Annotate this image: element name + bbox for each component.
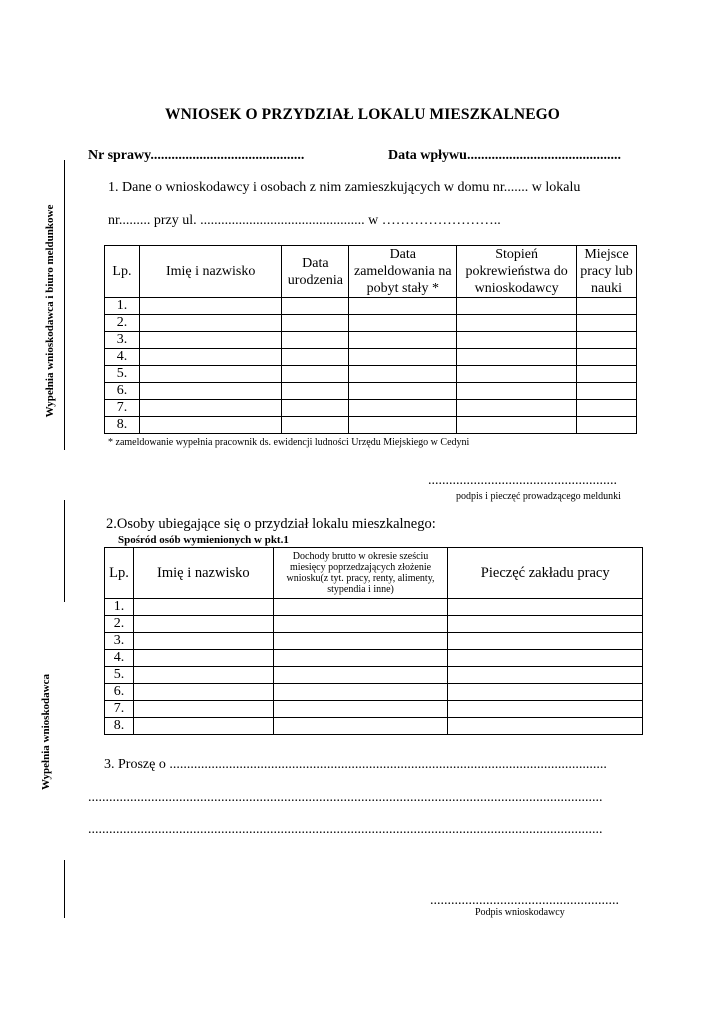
row-number: 1. [105,599,134,616]
table-row [105,667,643,684]
side-label-top: Wypełnia wnioskodawca i biuro meldunkowe [44,204,56,418]
cell-input[interactable] [457,315,577,332]
cell-input[interactable] [577,417,637,434]
cell-input[interactable] [133,684,273,701]
cell-input[interactable] [273,633,448,650]
cell-input[interactable] [457,349,577,366]
row-number: 7. [105,400,140,417]
cell-input[interactable] [133,650,273,667]
cell-input[interactable] [448,718,643,735]
cell-input[interactable] [448,616,643,633]
col-header-birth-date: Data urodzenia [282,246,349,298]
cell-input[interactable] [349,417,457,434]
cell-input[interactable] [349,315,457,332]
cell-input[interactable] [448,650,643,667]
cell-input[interactable] [139,366,282,383]
side-label-bottom: Wypełnia wnioskodawca [40,673,52,791]
table-row [105,332,637,349]
applicant-signature-line[interactable]: ...................................................... [430,893,619,908]
cell-input[interactable] [577,315,637,332]
cell-input[interactable] [577,349,637,366]
row-number: 4. [105,650,134,667]
registry-signature-label: podpis i pieczęć prowadzącego meldunki [456,491,621,502]
cell-input[interactable] [577,383,637,400]
cell-input[interactable] [457,400,577,417]
col-header-workplace: Miejsce pracy lub nauki [577,246,637,298]
row-number: 3. [105,633,134,650]
cell-input[interactable] [139,298,282,315]
cell-input[interactable] [282,349,349,366]
cell-input[interactable] [282,400,349,417]
cell-input[interactable] [448,701,643,718]
cell-input[interactable] [457,366,577,383]
section2-heading: 2.Osoby ubiegające się o przydział lokalu mieszkalnego: [106,516,436,532]
cell-input[interactable] [282,383,349,400]
table-row [105,633,643,650]
cell-input[interactable] [133,701,273,718]
cell-input[interactable] [273,718,448,735]
table-row [105,400,637,417]
row-number: 7. [105,701,134,718]
cell-input[interactable] [577,298,637,315]
row-number: 2. [105,616,134,633]
cell-input[interactable] [139,349,282,366]
request-line-1[interactable]: 3. Proszę o ............................................................................................................................. [104,757,607,772]
row-number: 6. [105,383,140,400]
row-number: 4. [105,349,140,366]
cell-input[interactable] [273,599,448,616]
cell-input[interactable] [282,332,349,349]
section1-line2: nr......... przy ul. ............................................... w …………………….. [108,213,501,228]
table-row [105,599,643,616]
table-row [105,616,643,633]
cell-input[interactable] [577,400,637,417]
cell-input[interactable] [349,366,457,383]
cell-input[interactable] [457,298,577,315]
cell-input[interactable] [273,650,448,667]
receipt-date-field[interactable]: Data wpływu............................................ [388,148,621,163]
table-row [105,650,643,667]
cell-input[interactable] [139,332,282,349]
side-line-middle [64,500,65,602]
cell-input[interactable] [448,667,643,684]
col-header-relationship: Stopień pokrewieństwa do wnioskodawcy [457,246,577,298]
cell-input[interactable] [133,633,273,650]
table-row [105,349,637,366]
cell-input[interactable] [457,417,577,434]
cell-input[interactable] [139,383,282,400]
table1-footnote: * zameldowanie wypełnia pracownik ds. ewidencji ludności Urzędu Miejskiego w Cedyni [108,437,470,448]
col-header-name: Imię i nazwisko [139,246,282,298]
cell-input[interactable] [577,332,637,349]
col-header-name: Imię i nazwisko [133,548,273,599]
cell-input[interactable] [448,684,643,701]
applicant-signature-label: Podpis wnioskodawcy [475,907,565,918]
page-title: WNIOSEK O PRZYDZIAŁ LOKALU MIESZKALNEGO [165,106,560,123]
cell-input[interactable] [282,298,349,315]
row-number: 3. [105,332,140,349]
applicants-table [104,547,643,735]
table-row [105,298,637,315]
table-row [105,315,637,332]
row-number: 8. [105,417,140,434]
cell-input[interactable] [577,366,637,383]
registry-signature-line[interactable]: ...................................................... [428,473,617,488]
cell-input[interactable] [139,417,282,434]
cell-input[interactable] [273,701,448,718]
table-row [105,701,643,718]
request-line-3[interactable]: ................................................................................................................................................... [88,822,603,837]
table-row [105,684,643,701]
cell-input[interactable] [349,298,457,315]
row-number: 2. [105,315,140,332]
row-number: 5. [105,366,140,383]
cell-input[interactable] [349,349,457,366]
col-header-lp: Lp. [105,548,134,599]
cell-input[interactable] [349,400,457,417]
section1-line1: 1. Dane o wnioskodawcy i osobach z nim zamieszkujących w domu nr....... w lokalu [108,180,581,195]
section2-subheading: Spośród osób wymienionych w pkt.1 [118,534,289,546]
table-row [105,366,637,383]
table-row [105,718,643,735]
col-header-registration-date: Data zameldowania na pobyt stały * [349,246,457,298]
cell-input[interactable] [133,718,273,735]
cell-input[interactable] [133,667,273,684]
cell-input[interactable] [282,417,349,434]
row-number: 8. [105,718,134,735]
cell-input[interactable] [282,366,349,383]
table-row [105,383,637,400]
row-number: 5. [105,667,134,684]
col-header-income: Dochody brutto w okresie sześciu miesięcy poprzedzających złożenie wniosku(z tyt. pracy, renty, alimenty, stypendia i inne) [273,548,448,599]
row-number: 1. [105,298,140,315]
col-header-lp: Lp. [105,246,140,298]
cell-input[interactable] [457,332,577,349]
request-line-2[interactable]: ................................................................................................................................................... [88,790,603,805]
case-number-field[interactable]: Nr sprawy............................................ [88,148,305,163]
cell-input[interactable] [349,383,457,400]
cell-input[interactable] [349,332,457,349]
cell-input[interactable] [282,315,349,332]
col-header-employer-stamp: Pieczęć zakładu pracy [448,548,643,599]
table-row [105,417,637,434]
cell-input[interactable] [273,684,448,701]
cell-input[interactable] [133,599,273,616]
cell-input[interactable] [139,315,282,332]
cell-input[interactable] [273,616,448,633]
cell-input[interactable] [133,616,273,633]
cell-input[interactable] [273,667,448,684]
side-line-bottom [64,860,65,918]
cell-input[interactable] [139,400,282,417]
residents-table [104,245,637,434]
cell-input[interactable] [448,633,643,650]
cell-input[interactable] [448,599,643,616]
row-number: 6. [105,684,134,701]
cell-input[interactable] [457,383,577,400]
